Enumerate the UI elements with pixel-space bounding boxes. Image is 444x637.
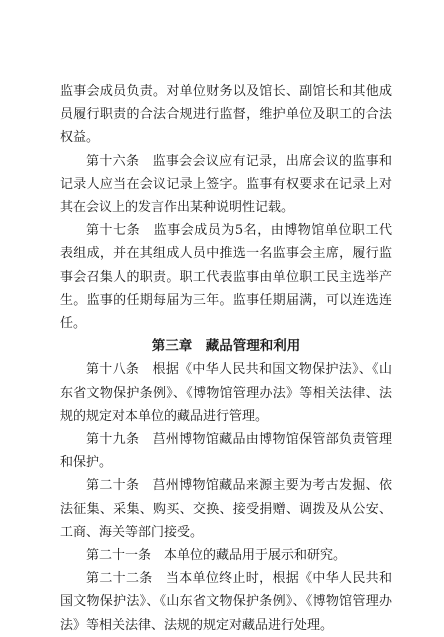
chapter-title: 第三章 藏品管理和利用 bbox=[151, 338, 301, 355]
article-16: 第十六条 监事会会议应有记录，出席会议的监事和记录人应当在会议记录上签字。监事有权要求在记录上对其在会议上的发言作出某种说明性记载。 bbox=[60, 153, 392, 216]
article-21: 第二十一条 本单位的藏品用于展示和研究。 bbox=[86, 548, 347, 564]
article-19: 第十九条 莒州博物馆藏品由博物馆保管部负责管理和保护。 bbox=[60, 432, 392, 471]
paragraph-continuation: 监事会成员负责。对单位财务以及馆长、副馆长和其他成员履行职责的合法合规进行监督，维护单位及职工的合法权益。 bbox=[60, 84, 392, 146]
article-22: 第二十二条 当本单位终止时，根据《中华人民共和国文物保护法》、《山东省文物保护条例》、《博物馆管理办法》等相关法律、法规的规定对藏品进行处理。 bbox=[60, 571, 392, 633]
article-17: 第十七条 监事会成员为5名，由博物馆单位职工代表组成，并在其组成人员中推选一名监事会主席，履行监事会召集人的职责。职工代表监事由单位职工民主选举产生。监事的任期每届为三年。监事任期届满，可以连选连任。 bbox=[60, 223, 392, 332]
article-20: 第二十条 莒州博物馆藏品来源主要为考古发掘、依法征集、采集、购买、交换、接受捐赠、调拨及从公安、工商、海关等部门接受。 bbox=[60, 478, 392, 540]
article-18: 第十八条 根据《中华人民共和国文物保护法》、《山东省文物保护条例》、《博物馆管理办法》等相关法律、法规的规定对本单位的藏品进行管理。 bbox=[60, 362, 392, 424]
